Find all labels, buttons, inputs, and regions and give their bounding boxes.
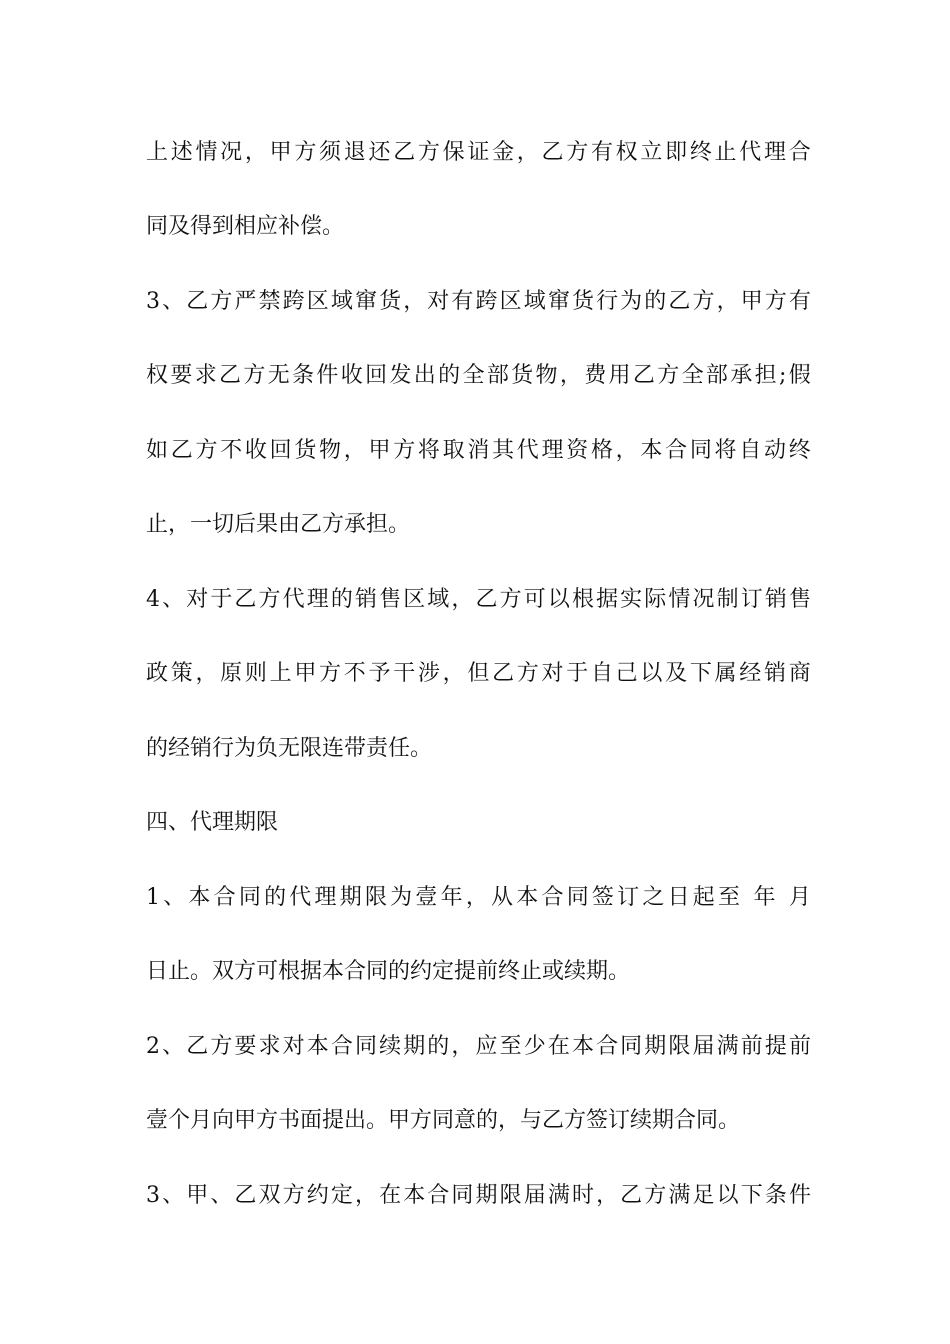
paragraph-line: 1 、 本 合 同 的 代 理 期 限 为 壹 年 ， 从 本 合 同 签 订 之 日 起 至 年 月 [146,885,811,910]
paragraph-line: 权 要 求 乙 方 无 条 件 收 回 发 出 的 全 部 货 物 ， 费 用 乙 方 全 部 承 担 ; 假 [146,363,811,388]
paragraph-line: 止，一切后果由乙方承担。 [146,512,411,537]
paragraph-line: 2 、 乙 方 要 求 对 本 合 同 续 期 的 ， 应 至 少 在 本 合 同 期 限 届 满 前 提 前 [146,1034,811,1059]
paragraph-line: 上 述 情 况 ， 甲 方 须 退 还 乙 方 保 证 金 ， 乙 方 有 权 立 即 终 止 代 理 合 [146,140,811,165]
paragraph-line: 同及得到相应补偿。 [146,214,345,239]
paragraph-line: 4 、 对 于 乙 方 代 理 的 销 售 区 域 ， 乙 方 可 以 根 据 实 际 情 况 制 订 销 售 [146,587,811,612]
section-heading: 四、代理期限 [146,810,279,835]
paragraph-line: 3 、 甲 、 乙 双 方 约 定 ， 在 本 合 同 期 限 届 满 时 ， 乙 方 满 足 以 下 条 件 [146,1183,811,1208]
paragraph-line: 如 乙 方 不 收 回 货 物 ， 甲 方 将 取 消 其 代 理 资 格 ， 本 合 同 将 自 动 终 [146,438,811,463]
paragraph-line: 3 、 乙 方 严 禁 跨 区 域 窜 货 ， 对 有 跨 区 域 窜 货 行 为 的 乙 方 ， 甲 方 有 [146,289,811,314]
paragraph-line: 日止。双方可根据本合同的约定提前终止或续期。 [146,959,631,984]
paragraph-line: 壹个月向甲方书面提出。甲方同意的，与乙方签订续期合同。 [146,1108,741,1133]
paragraph-line: 的经销行为负无限连带责任。 [146,736,433,761]
paragraph-line: 政 策 ， 原 则 上 甲 方 不 予 干 涉 ， 但 乙 方 对 于 自 己 以 及 下 属 经 销 商 [146,661,811,686]
